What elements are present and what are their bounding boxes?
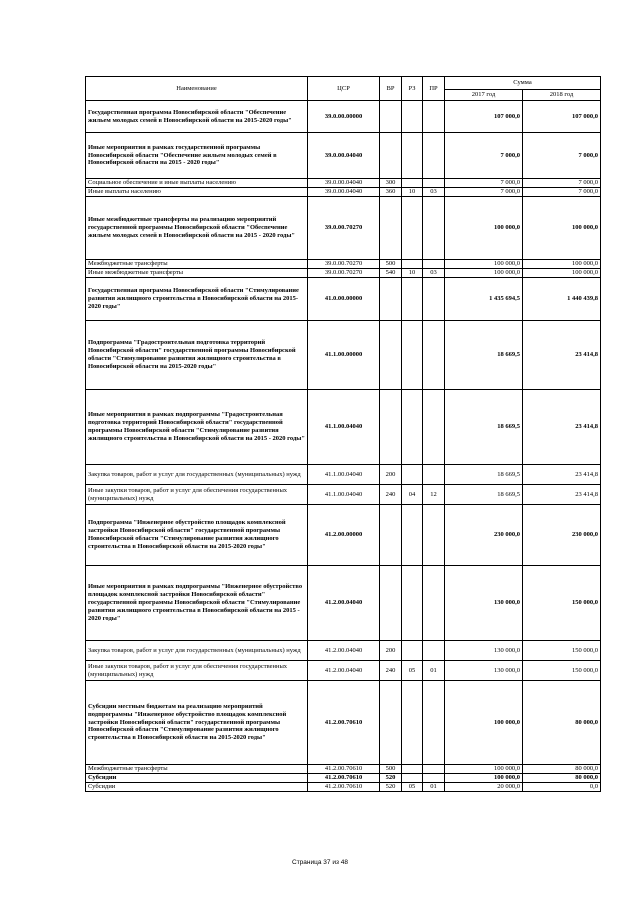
row-vr: 200 <box>380 641 402 661</box>
table-row <box>86 188 601 197</box>
header-rz: РЗ <box>402 77 423 101</box>
row-rz <box>402 321 423 390</box>
row-name: Субсидии местным бюджетам на реализацию мероприятий подпрограммы "Инженерное обустройство площадок комплексной застройки Новосибирской области" государственной программы Новосибирской области "Стимулирование развития жилищного строительства в Новосибирской области на 2015-2020 годы" <box>86 681 308 765</box>
header-pr: ПР <box>423 77 445 101</box>
row-value-2017: 130 000,0 <box>445 566 523 641</box>
row-value-2017: 130 000,0 <box>445 661 523 681</box>
row-value-2018: 80 000,0 <box>523 774 601 783</box>
table-row <box>86 774 601 783</box>
row-vr: 200 <box>380 465 402 485</box>
row-value-2017: 7 000,0 <box>445 133 523 179</box>
row-value-2017: 100 000,0 <box>445 197 523 260</box>
row-vr <box>380 321 402 390</box>
row-name: Иные закупки товаров, работ и услуг для обеспечения государственных (муниципальных) нужд <box>86 661 308 681</box>
table-row <box>86 465 601 485</box>
row-name: Субсидии <box>86 774 308 783</box>
row-value-2018: 23 414,8 <box>523 485 601 505</box>
row-value-2017: 100 000,0 <box>445 774 523 783</box>
row-vr: 520 <box>380 774 402 783</box>
row-value-2018: 150 000,0 <box>523 641 601 661</box>
table-row <box>86 321 601 390</box>
table-row <box>86 278 601 321</box>
row-value-2018: 100 000,0 <box>523 269 601 278</box>
row-value-2018: 23 414,8 <box>523 321 601 390</box>
row-rz <box>402 774 423 783</box>
row-value-2018: 7 000,0 <box>523 188 601 197</box>
table-row <box>86 641 601 661</box>
row-vr: 540 <box>380 269 402 278</box>
row-name: Иные межбюджетные трансферты на реализацию мероприятий государственной программы Новосибирской области "Обеспечение жильем молодых семей в Новосибирской области на 2015 - 2020 годы" <box>86 197 308 260</box>
row-rz <box>402 505 423 566</box>
row-value-2017: 7 000,0 <box>445 179 523 188</box>
row-csr: 39.0.00.70270 <box>308 269 380 278</box>
row-csr: 41.1.00.04040 <box>308 390 380 465</box>
row-vr: 300 <box>380 179 402 188</box>
row-pr <box>423 681 445 765</box>
row-name: Социальное обеспечение и иные выплаты населению <box>86 179 308 188</box>
row-name: Закупка товаров, работ и услуг для государственных (муниципальных) нужд <box>86 465 308 485</box>
row-value-2018: 7 000,0 <box>523 179 601 188</box>
row-csr: 41.2.00.70610 <box>308 765 380 774</box>
row-value-2017: 18 669,5 <box>445 390 523 465</box>
row-csr: 39.0.00.70270 <box>308 260 380 269</box>
row-rz <box>402 390 423 465</box>
row-vr <box>380 681 402 765</box>
row-csr: 41.1.00.04040 <box>308 465 380 485</box>
row-vr: 240 <box>380 485 402 505</box>
row-csr: 39.0.00.04040 <box>308 188 380 197</box>
table-body <box>86 101 601 792</box>
row-csr: 41.2.00.70610 <box>308 783 380 792</box>
row-name: Иные мероприятия в рамках подпрограммы "Градостроительная подготовка территорий Новосибирской области" государственной программы Новосибирской области "Стимулирование развития жилищного строительства в Новосибирской области на 2015 - 2020 годы" <box>86 390 308 465</box>
row-pr <box>423 278 445 321</box>
row-value-2018: 0,0 <box>523 783 601 792</box>
table-row <box>86 661 601 681</box>
row-value-2017: 100 000,0 <box>445 260 523 269</box>
row-vr <box>380 101 402 133</box>
row-value-2018: 107 000,0 <box>523 101 601 133</box>
row-pr: 03 <box>423 269 445 278</box>
row-name: Иные мероприятия в рамках подпрограммы "Инженерное обустройство площадок комплексной застройки Новосибирской области" государственной программы Новосибирской области "Стимулирование развития жилищного строительства в Новосибирской области на 2015 - 2020 годы" <box>86 566 308 641</box>
row-vr: 500 <box>380 765 402 774</box>
row-value-2018: 80 000,0 <box>523 765 601 774</box>
row-value-2017: 107 000,0 <box>445 101 523 133</box>
row-name: Межбюджетные трансферты <box>86 765 308 774</box>
row-pr <box>423 179 445 188</box>
row-csr: 41.1.00.04040 <box>308 485 380 505</box>
row-rz: 05 <box>402 661 423 681</box>
row-value-2018: 7 000,0 <box>523 133 601 179</box>
table-header <box>86 77 601 101</box>
table-row <box>86 269 601 278</box>
row-value-2018: 230 000,0 <box>523 505 601 566</box>
row-name: Иные закупки товаров, работ и услуг для обеспечения государственных (муниципальных) нужд <box>86 485 308 505</box>
table-row <box>86 485 601 505</box>
row-pr <box>423 465 445 485</box>
row-rz: 05 <box>402 783 423 792</box>
row-csr: 39.0.00.04040 <box>308 133 380 179</box>
table-row <box>86 783 601 792</box>
row-pr <box>423 505 445 566</box>
table-row <box>86 197 601 260</box>
row-name: Подпрограмма "Инженерное обустройство площадок комплексной застройки Новосибирской области" государственной программы Новосибирской области "Стимулирование развития жилищного строительства в Новосибирской области на 2015-2020 годы" <box>86 505 308 566</box>
row-rz <box>402 641 423 661</box>
row-name: Закупка товаров, работ и услуг для государственных (муниципальных) нужд <box>86 641 308 661</box>
row-pr: 12 <box>423 485 445 505</box>
row-value-2018: 150 000,0 <box>523 661 601 681</box>
row-rz <box>402 260 423 269</box>
row-pr: 01 <box>423 783 445 792</box>
table-row <box>86 133 601 179</box>
row-csr: 41.2.00.04040 <box>308 641 380 661</box>
row-csr: 39.0.00.70270 <box>308 197 380 260</box>
header-2018: 2018 год <box>523 90 601 101</box>
row-csr: 41.2.00.00000 <box>308 505 380 566</box>
row-pr: 03 <box>423 188 445 197</box>
page-footer: Страница 37 из 48 <box>292 859 348 866</box>
row-value-2017: 100 000,0 <box>445 269 523 278</box>
row-value-2017: 130 000,0 <box>445 641 523 661</box>
row-rz: 10 <box>402 269 423 278</box>
row-name: Иные межбюджетные трансферты <box>86 269 308 278</box>
row-rz <box>402 197 423 260</box>
row-pr <box>423 321 445 390</box>
row-value-2017: 100 000,0 <box>445 765 523 774</box>
row-csr: 41.2.00.04040 <box>308 661 380 681</box>
table-row <box>86 390 601 465</box>
table-row <box>86 765 601 774</box>
row-csr: 41.2.00.04040 <box>308 566 380 641</box>
row-csr: 41.2.00.70610 <box>308 774 380 783</box>
row-value-2018: 23 414,8 <box>523 390 601 465</box>
row-pr <box>423 133 445 179</box>
row-value-2017: 230 000,0 <box>445 505 523 566</box>
row-name: Государственная программа Новосибирской области "Обеспечение жильем молодых семей в Новосибирской области на 2015-2020 годы" <box>86 101 308 133</box>
row-rz: 04 <box>402 485 423 505</box>
row-pr <box>423 774 445 783</box>
row-csr: 41.2.00.70610 <box>308 681 380 765</box>
row-pr: 01 <box>423 661 445 681</box>
row-value-2018: 1 440 439,8 <box>523 278 601 321</box>
budget-table <box>85 76 601 792</box>
header-vr: ВР <box>380 77 402 101</box>
table-row <box>86 681 601 765</box>
row-name: Государственная программа Новосибирской области "Стимулирование развития жилищного строительства в Новосибирской области на 2015-2020 годы" <box>86 278 308 321</box>
row-vr <box>380 278 402 321</box>
row-vr <box>380 133 402 179</box>
row-value-2017: 20 000,0 <box>445 783 523 792</box>
row-name: Подпрограмма "Градостроительная подготовка территорий Новосибирской области" государственной программы Новосибирской области "Стимулирование развития жилищного строительства в Новосибирской области на 2015-2020 годы" <box>86 321 308 390</box>
row-vr: 360 <box>380 188 402 197</box>
row-pr <box>423 101 445 133</box>
row-value-2017: 7 000,0 <box>445 188 523 197</box>
table-row <box>86 101 601 133</box>
row-name: Межбюджетные трансферты <box>86 260 308 269</box>
row-csr: 39.0.00.00000 <box>308 101 380 133</box>
row-pr <box>423 197 445 260</box>
table-row <box>86 179 601 188</box>
row-rz <box>402 681 423 765</box>
header-2017: 2017 год <box>445 90 523 101</box>
row-name: Иные мероприятия в рамках государственной программы Новосибирской области "Обеспечение жильем молодых семей в Новосибирской области на 2015 - 2020 годы" <box>86 133 308 179</box>
row-value-2018: 80 000,0 <box>523 681 601 765</box>
row-value-2017: 18 669,5 <box>445 321 523 390</box>
row-vr: 500 <box>380 260 402 269</box>
row-name: Субсидии <box>86 783 308 792</box>
row-value-2018: 150 000,0 <box>523 566 601 641</box>
row-value-2018: 23 414,8 <box>523 465 601 485</box>
row-csr: 41.1.00.00000 <box>308 321 380 390</box>
row-vr: 520 <box>380 783 402 792</box>
row-pr <box>423 390 445 465</box>
row-value-2018: 100 000,0 <box>523 260 601 269</box>
row-value-2017: 18 669,5 <box>445 485 523 505</box>
row-csr: 41.0.00.00000 <box>308 278 380 321</box>
header-name: Наименование <box>86 77 308 101</box>
row-vr: 240 <box>380 661 402 681</box>
row-pr <box>423 641 445 661</box>
table-row <box>86 260 601 269</box>
row-vr <box>380 390 402 465</box>
row-rz <box>402 101 423 133</box>
header-sum: Сумма <box>445 77 601 90</box>
row-vr <box>380 566 402 641</box>
row-rz <box>402 133 423 179</box>
row-pr <box>423 260 445 269</box>
row-csr: 39.0.00.04040 <box>308 179 380 188</box>
header-csr: ЦСР <box>308 77 380 101</box>
table-row <box>86 566 601 641</box>
row-rz <box>402 278 423 321</box>
row-pr <box>423 765 445 774</box>
row-vr <box>380 197 402 260</box>
row-rz <box>402 179 423 188</box>
row-value-2017: 1 435 694,5 <box>445 278 523 321</box>
row-value-2017: 18 669,5 <box>445 465 523 485</box>
row-rz: 10 <box>402 188 423 197</box>
row-value-2017: 100 000,0 <box>445 681 523 765</box>
row-name: Иные выплаты населению <box>86 188 308 197</box>
row-rz <box>402 566 423 641</box>
row-rz <box>402 765 423 774</box>
row-value-2018: 100 000,0 <box>523 197 601 260</box>
row-vr <box>380 505 402 566</box>
table-row <box>86 505 601 566</box>
row-pr <box>423 566 445 641</box>
row-rz <box>402 465 423 485</box>
